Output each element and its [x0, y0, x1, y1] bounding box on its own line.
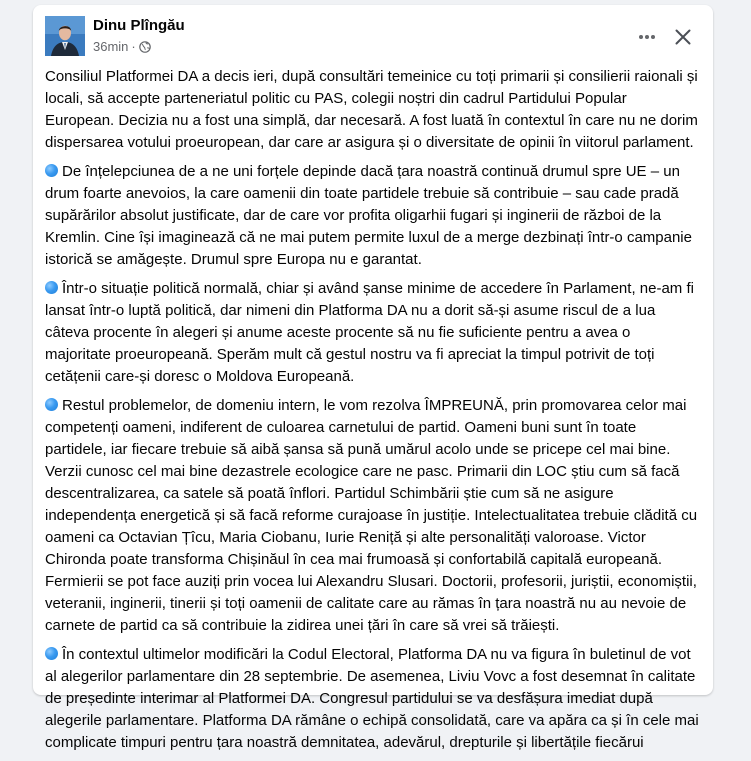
- post-paragraph-3: [45, 278, 700, 388]
- post-meta: [93, 39, 151, 54]
- post-header: [33, 5, 713, 65]
- more-options-button[interactable]: [629, 19, 665, 55]
- close-button[interactable]: [665, 19, 701, 55]
- post-paragraph-1: [45, 66, 700, 154]
- paragraph-text: Consiliul Platformei DA a decis ieri, după consultări temeinice cu toți primarii și consilierii raionali și locali, să accepte parteneriatul politic cu PAS, colegii noștri din cadrul Partidului Popular European. Decizia nu a fost una simplă, dar necesară. A fost luată în contextul în care nu ne dorim dispersarea votului proeuropean, dar care ar asigura și o diversitate de opinii în viitorul parlament.: [45, 68, 698, 151]
- author-name[interactable]: Dinu Plîngău: [93, 17, 185, 34]
- paragraph-text: Restul problemelor, de domeniu intern, le vom rezolva ÎMPREUNĂ, prin promovarea celor mai competenți oameni, indiferent de culoarea carnetului de partid. Oameni buni sunt în toate partidele, iar fiecare trebuie să aibă șansa să pună umărul acolo unde se pricepe cel mai bine. Verzii cunosc cel mai bine dezastrele ecologice care ne pasc. Primarii din LOC știu cum să facă descentralizarea, ca satele să poată înflori. Partidul Schimbării știe cum să ne asigure independența energetică și să facă reforme curajoase în justiție. Intelectualitatea trebuie clădită cu oameni ca Octavian Țîcu, Maria Ciobanu, Iurie Reniță și alte personalități valoroase. Victor Chironda poate transforma Chișinăul în cea mai frumoasă și confortabilă capitală europeană. Fermierii se pot face auziți prin vocea lui Alexandru Slusari. Doctorii, profesorii, juriștii, economiștii, veteranii, inginerii, tinerii și toți oamenii de calitate care au rămas în țara noastră nu au nevoie de carnete de partid ca să contribuie la zidirea unei țări în care să vrei să trăiești.: [45, 397, 698, 634]
- post-paragraph-4: [45, 395, 700, 637]
- close-icon: [673, 27, 693, 47]
- paragraph-text: În contextul ultimelor modificări la Codul Electoral, Platforma DA nu va figura în buletinul de vot al alegerilor parlamentare din 28 septembrie. De asemenea, Liviu Vovc a fost desemnat în calitate de președinte interimar al Platformei DA. Congresul partidului se va desfășura imediat după alegerile parlamentare. Platforma DA rămâne o echipă consolidată, care va apăra ca și în cele mai complicate timpuri pentru țara noastră demnitatea, adevărul, drepturile și libertățile fiecărui: [45, 646, 699, 751]
- post-time[interactable]: 36min: [93, 39, 129, 54]
- avatar-image: [45, 16, 85, 56]
- paragraph-text: De înțelepciunea de a ne uni forțele depinde dacă țara noastră continuă drumul spre UE – un drum foarte anevoios, la care oamenii din toate partidele trebuie să contribuie – sau cade pradă supărărilor absolut justificate, dar de care vor profita oligarhii fugari și inginerii de război de la Kremlin. Cine își imaginează că ne mai putem permite luxul de a merge dezbinați într-o campanie istorică se amăgește. Drumul spre Europa nu e garantat.: [45, 163, 692, 268]
- paragraph-text: Într-o situație politică normală, chiar și având șanse minime de accedere în Parlament, ne-am fi lansat într-o luptă politică, dar nimeni din Platforma DA nu a dorit să-și asume riscul de a lua câteva procente în alegeri și anume aceste procente să nu fie suficiente pentru a avea o majoritate proeuropeană. Sperăm mult că gestul nostru va fi apreciat la timpul potrivit de toți cetățenii care-și doresc o Moldova Europeană.: [45, 280, 694, 385]
- post-body: [45, 66, 700, 761]
- post-paragraph-5: [45, 644, 700, 754]
- avatar[interactable]: [45, 16, 85, 56]
- meta-separator: ·: [131, 39, 136, 54]
- blue-circle-icon: [45, 281, 58, 294]
- post-card: [33, 5, 713, 751]
- more-horizontal-icon: [637, 27, 657, 47]
- blue-circle-icon: [45, 647, 58, 660]
- globe-icon[interactable]: [139, 41, 151, 53]
- blue-circle-icon: [45, 164, 58, 177]
- blue-circle-icon: [45, 398, 58, 411]
- post-paragraph-2: [45, 161, 700, 271]
